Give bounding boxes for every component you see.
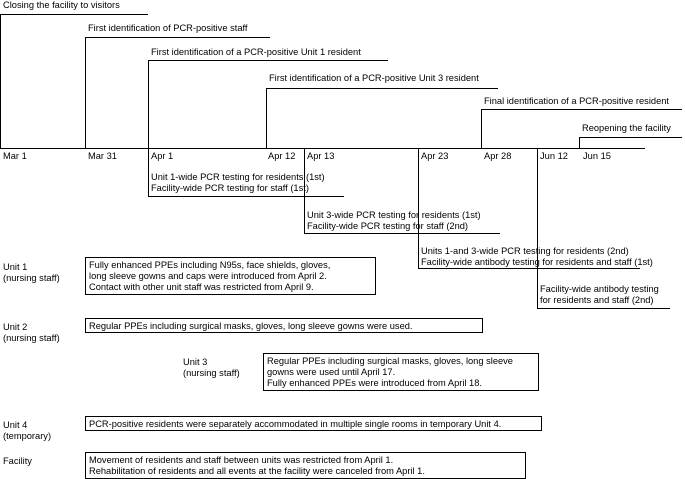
date-label: Apr 12	[268, 151, 296, 161]
date-label: Apr 28	[484, 151, 512, 161]
unit-1-label: Unit 1 (nursing staff)	[3, 262, 60, 283]
unit-2-measures-box: Regular PPEs including surgical masks, gloves, long sleeve gowns were used.	[85, 318, 483, 333]
date-label: Jun 15	[583, 151, 611, 161]
date-label: Mar 1	[3, 151, 27, 161]
event-first-unit1-label: First identification of a PCR-positive Unit 1 resident	[151, 47, 361, 57]
facility-label: Facility	[3, 456, 32, 466]
testing-event-3: Units 1-and 3-wide PCR testing for residents (2nd) Facility-wide antibody testing for residents and staff (1st)	[421, 246, 653, 267]
date-label: Mar 31	[88, 151, 117, 161]
testing-event-1: Unit 1-wide PCR testing for residents (1st) Facility-wide PCR testing for staff (1st)	[151, 172, 325, 193]
testing-event-2: Unit 3-wide PCR testing for residents (1st) Facility-wide PCR testing for staff (2nd)	[307, 210, 481, 231]
event-marker-closing	[1, 15, 149, 149]
date-label: Apr 23	[421, 151, 449, 161]
event-first-staff-label: First identification of PCR-positive staff	[88, 23, 248, 33]
event-reopening-label: Reopening the facility	[582, 123, 671, 133]
unit-4-label: Unit 4 (temporary)	[3, 420, 52, 441]
unit-3-measures-box: Regular PPEs including surgical masks, gloves, long sleeve gowns were used until April 17. Fully enhanced PPEs were introduced from April 18.	[263, 353, 539, 391]
unit-2-label: Unit 2 (nursing staff)	[3, 322, 60, 343]
event-final-label: Final identification of a PCR-positive resident	[484, 96, 669, 106]
event-first-unit3-label: First identification of a PCR-positive Unit 3 resident	[269, 73, 479, 83]
date-label: Apr 1	[151, 151, 174, 161]
date-label: Apr 13	[307, 151, 335, 161]
testing-event-4: Facility-wide antibody testing for residents and staff (2nd)	[540, 284, 659, 305]
date-label: Jun 12	[540, 151, 568, 161]
unit-1-measures-box: Fully enhanced PPEs including N95s, face shields, gloves, long sleeve gowns and caps were introduced from April 2. Contact with other unit staff was restricted from April 9.	[85, 257, 376, 295]
event-marker-first-unit3	[267, 89, 499, 149]
event-closing-label: Closing the facility to visitors	[3, 0, 120, 10]
facility-measures-box: Movement of residents and staff between units was restricted from April 1. Rehabilitation of residents and all events at the facility were canceled from April 1.	[85, 452, 526, 479]
unit-4-measures-box: PCR-positive residents were separately accommodated in multiple single rooms in temporary Unit 4.	[85, 416, 542, 431]
event-marker-reopening	[580, 138, 683, 149]
unit-3-label: Unit 3 (nursing staff)	[183, 357, 240, 378]
